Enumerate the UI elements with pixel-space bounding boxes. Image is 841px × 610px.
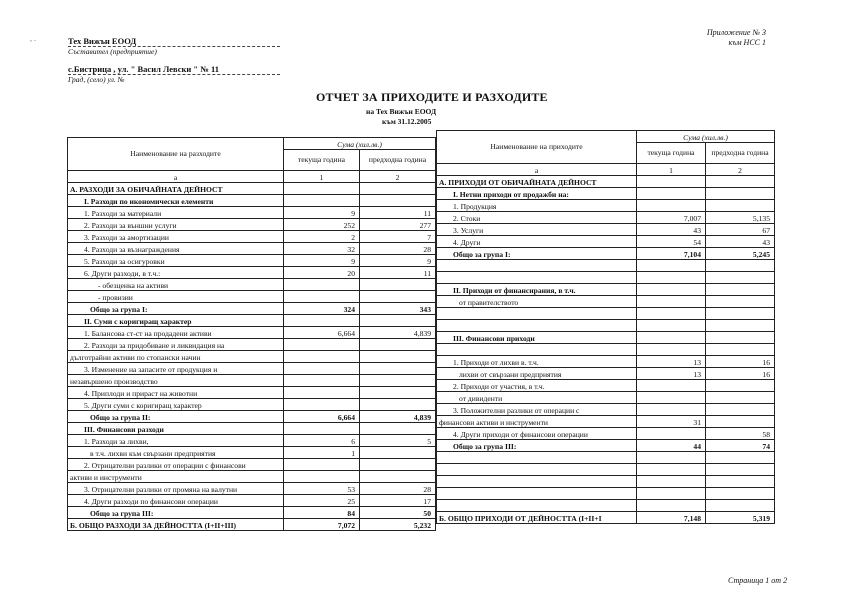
expenses-index-1: 1 [284,171,360,183]
income-row-name: III. Финансови приходи [437,332,637,344]
expenses-row-name: II. Суми с коригиращ характер [68,315,284,327]
income-row-name: А. ПРИХОДИ ОТ ОБИЧАЙНАТА ДЕЙНОСТ [437,176,637,188]
expenses-row [68,375,436,387]
expenses-row [68,255,436,267]
income-row-previous [706,392,775,404]
expenses-row-current: 25 [284,495,360,507]
expenses-row-name: 5. Разходи за осигуровки [68,255,284,267]
expenses-row-current: 2 [284,231,360,243]
expenses-row [68,279,436,291]
income-row-current [637,176,706,188]
income-row-name [437,500,637,512]
expenses-row-previous [360,471,436,483]
income-row-current [637,308,706,320]
income-row-previous: 74 [706,440,775,452]
expenses-row [68,447,436,459]
expenses-row-current: 252 [284,219,360,231]
income-row-previous [706,464,775,476]
income-row-current: 44 [637,440,706,452]
income-row-current: 54 [637,236,706,248]
income-row [437,380,775,392]
expenses-row-previous [360,423,436,435]
income-row-current [637,500,706,512]
income-index-row [437,164,775,176]
income-row [437,368,775,380]
expenses-row [68,291,436,303]
expenses-row-name: в т.ч. лихви към свързани предприятия [68,447,284,459]
expenses-row-current: 84 [284,507,360,519]
expenses-row-current [284,315,360,327]
income-row-previous [706,200,775,212]
income-row-name: 4. Други [437,236,637,248]
income-row-current [637,296,706,308]
expenses-row-previous [360,447,436,459]
expenses-row [68,243,436,255]
expenses-row-previous [360,363,436,375]
income-row-previous [706,476,775,488]
expenses-row [68,435,436,447]
expenses-row-current: 6,664 [284,411,360,423]
expenses-row-previous [360,387,436,399]
expenses-row [68,267,436,279]
expenses-row-name: 3. Разходи за амортизации [68,231,284,243]
income-row-current [637,200,706,212]
expenses-row-name: 2. Отрицателни разлики от операции с финансови [68,459,284,471]
expenses-row-name: 3. Отрицателни разлики от промяна на валутни [68,483,284,495]
income-row-current [637,188,706,200]
expenses-row-current: 53 [284,483,360,495]
expenses-row [68,339,436,351]
income-row-previous [706,188,775,200]
expenses-row [68,363,436,375]
expenses-row [68,459,436,471]
expenses-row-previous: 11 [360,267,436,279]
expenses-row-name: Б. ОБЩО РАЗХОДИ ЗА ДЕЙНОСТТА (I+II+III) [68,519,284,531]
expenses-row-previous: 50 [360,507,436,519]
income-row-name [437,464,637,476]
income-row-name: 1. Продукция [437,200,637,212]
income-row [437,320,775,332]
income-row-previous [706,452,775,464]
expenses-row-previous [360,375,436,387]
expenses-row [68,351,436,363]
expenses-row-previous: 11 [360,207,436,219]
expenses-row-previous [360,315,436,327]
expenses-row-previous [360,195,436,207]
expenses-row-name: 4. Разходи за възнаграждения [68,243,284,255]
income-row-name [437,476,637,488]
annex-line-1: Приложение № 3 [706,28,766,37]
income-row [437,452,775,464]
income-sum-header: Сума (хил.лв.) [637,131,775,143]
income-index-a: а [437,164,637,176]
expenses-row-name: 4. Други разходи по финансови операции [68,495,284,507]
expenses-row [68,231,436,243]
report-subtitle-date: към 31.12.2005 [382,117,432,126]
income-row-current [637,284,706,296]
income-row [437,284,775,296]
expenses-row-name: А. РАЗХОДИ ЗА ОБИЧАЙНАТА ДЕЙНОСТ [68,183,284,195]
expenses-row-previous [360,399,436,411]
income-row [437,200,775,212]
income-row-previous: 5,135 [706,212,775,224]
expenses-row-name: Общо за група III: [68,507,284,519]
expenses-name-header: Наименование на разходите [68,138,284,171]
income-row-name: 3. Услуги [437,224,637,236]
income-row-previous [706,404,775,416]
income-row-current [637,488,706,500]
income-row-name: II. Приходи от финансирания, в т.ч. [437,284,637,296]
income-row-name [437,488,637,500]
income-row-previous [706,416,775,428]
company-name: Тех Вижън ЕООД [68,36,280,47]
income-row-previous [706,332,775,344]
expenses-row [68,411,436,423]
income-row-previous: 16 [706,368,775,380]
expenses-row-current: 32 [284,243,360,255]
expenses-row-name: - обезценка на активи [68,279,284,291]
income-row [437,176,775,188]
income-row-name [437,344,637,356]
income-row [437,440,775,452]
income-row-name: лихви от свързани предприятия [437,368,637,380]
expenses-header-row-1 [68,138,436,150]
expenses-row-name: незавършено производство [68,375,284,387]
income-row-name: Б. ОБЩО ПРИХОДИ ОТ ДЕЙНОСТТА (I+II+I [437,512,637,524]
expenses-row-current [284,387,360,399]
income-row-current [637,404,706,416]
expenses-row-current [284,183,360,195]
expenses-row-previous: 28 [360,483,436,495]
income-row-current [637,272,706,284]
expenses-row-name: 1. Балансова ст-ст на продадени активи [68,327,284,339]
expenses-row-previous: 7 [360,231,436,243]
expenses-row-current [284,423,360,435]
expenses-row-current [284,351,360,363]
expenses-row-previous [360,291,436,303]
expenses-row-name: 1. Разходи за материали [68,207,284,219]
annex-line-2: към НСС 1 [728,38,766,47]
income-row-current [637,464,706,476]
expenses-row-name: дълготрайни активи по стопански начин [68,351,284,363]
expenses-row [68,195,436,207]
company-address: с.Бистрица , ул. " Васил Левски " № 11 [68,64,280,75]
income-row [437,260,775,272]
income-row-name: финансови активи и инструменти [437,416,637,428]
expenses-row-previous [360,351,436,363]
expenses-row-name: активи и инструменти [68,471,284,483]
income-current-year-header: текуща година [637,143,706,164]
expenses-row-previous: 4,839 [360,327,436,339]
expenses-row-current [284,291,360,303]
expenses-row-name: 6. Други разходи, в т.ч.: [68,267,284,279]
income-row [437,344,775,356]
expenses-row-current [284,471,360,483]
expenses-row-current: 6,664 [284,327,360,339]
income-row-name: 2. Стоки [437,212,637,224]
expenses-row-previous: 28 [360,243,436,255]
income-row [437,392,775,404]
expenses-row-name: III. Финансови разходи [68,423,284,435]
annex-reference [640,28,766,48]
income-row-current [637,332,706,344]
income-row [437,272,775,284]
expenses-row-current: 9 [284,207,360,219]
income-row-current: 13 [637,368,706,380]
income-row-previous [706,320,775,332]
scan-mark: , . [30,34,36,43]
expenses-row-current [284,339,360,351]
page-number: Страница 1 от 2 [728,576,788,585]
expenses-row [68,495,436,507]
income-row-previous [706,500,775,512]
expenses-row-current: 6 [284,435,360,447]
expenses-row [68,207,436,219]
expenses-row [68,399,436,411]
income-index-2: 2 [706,164,775,176]
income-row-name [437,308,637,320]
income-row-name [437,260,637,272]
income-row-previous [706,344,775,356]
income-row-name: 1. Приходи от лихви в. т.ч. [437,356,637,368]
expenses-row-previous [360,459,436,471]
income-row [437,248,775,260]
expenses-row-current [284,195,360,207]
income-row-name [437,320,637,332]
expenses-table [67,137,436,531]
income-row-previous [706,176,775,188]
expenses-row [68,219,436,231]
income-row [437,296,775,308]
income-row [437,224,775,236]
income-row-name: Общо за група III: [437,440,637,452]
income-row-previous [706,308,775,320]
expenses-row [68,471,436,483]
income-row-previous [706,380,775,392]
expenses-row [68,387,436,399]
expenses-row-name: 2. Разходи за придобиване и ликвидация на [68,339,284,351]
compiler-label: Съставител (предприятие) [68,47,157,56]
expenses-row [68,303,436,315]
income-row [437,308,775,320]
income-row [437,512,775,524]
income-row [437,236,775,248]
income-row-previous [706,296,775,308]
income-row [437,416,775,428]
expenses-row-previous: 5,232 [360,519,436,531]
expenses-row-previous [360,279,436,291]
income-row [437,332,775,344]
expenses-row [68,327,436,339]
expenses-sum-header: Сума (хил.лв.) [284,138,436,150]
income-row-name: 4. Други приходи от финансови операции [437,428,637,440]
income-row-current [637,380,706,392]
expenses-row-current: 7,072 [284,519,360,531]
income-row-current [637,452,706,464]
income-row-current: 7,148 [637,512,706,524]
income-row [437,356,775,368]
income-row-previous: 58 [706,428,775,440]
income-row-current [637,320,706,332]
expenses-row-previous: 343 [360,303,436,315]
income-row-current [637,476,706,488]
income-row-previous [706,284,775,296]
expenses-row-name: Общо за група I: [68,303,284,315]
expenses-row [68,507,436,519]
income-row [437,500,775,512]
expenses-row [68,483,436,495]
expenses-row-previous: 4,839 [360,411,436,423]
expenses-row-name: 4. Приплоди и прираст на животни [68,387,284,399]
income-row-previous [706,488,775,500]
expenses-row-current [284,375,360,387]
income-row-current: 13 [637,356,706,368]
income-row-previous: 5,319 [706,512,775,524]
income-row-current [637,392,706,404]
expenses-row-current: 324 [284,303,360,315]
income-row-current [637,260,706,272]
expenses-row-previous [360,339,436,351]
expenses-row-name: 3. Изменение на запасите от продукция и [68,363,284,375]
income-row [437,476,775,488]
income-previous-year-header: предходна година [706,143,775,164]
expenses-index-2: 2 [360,171,436,183]
income-row-current: 43 [637,224,706,236]
expenses-row-name: - провизии [68,291,284,303]
expenses-row [68,315,436,327]
income-row [437,404,775,416]
expenses-row-current: 1 [284,447,360,459]
expenses-row-name: 2. Разходи за външни услуги [68,219,284,231]
expenses-row-name: I. Разходи по икономически елементи [68,195,284,207]
expenses-row-current [284,363,360,375]
expenses-row-name: 5. Други суми с коригиращ характер [68,399,284,411]
income-row-name [437,272,637,284]
income-row-name [437,452,637,464]
expenses-row-previous: 17 [360,495,436,507]
expenses-row [68,423,436,435]
expenses-row-previous: 5 [360,435,436,447]
income-row [437,464,775,476]
income-row-current [637,428,706,440]
expenses-row-name: 1. Разходи за лихви, [68,435,284,447]
expenses-row-previous: 9 [360,255,436,267]
expenses-index-row [68,171,436,183]
income-row [437,488,775,500]
income-row-previous: 67 [706,224,775,236]
income-row-name: от правителството [437,296,637,308]
expenses-row [68,519,436,531]
income-row-current: 31 [637,416,706,428]
city-label: Град, (село) ул. № [68,75,125,84]
income-name-header: Наименование на приходите [437,131,637,164]
income-row-previous [706,272,775,284]
income-row [437,212,775,224]
expenses-row-current: 20 [284,267,360,279]
expenses-row-name: Общо за група II: [68,411,284,423]
income-row-name: 2. Приходи от участия, в т.ч. [437,380,637,392]
expenses-previous-year-header: предходна година [360,150,436,171]
income-row-previous: 5,245 [706,248,775,260]
report-title: ОТЧЕТ ЗА ПРИХОДИТЕ И РАЗХОДИТЕ [316,90,548,104]
income-row-previous [706,260,775,272]
income-row-previous: 16 [706,356,775,368]
expenses-index-a: а [68,171,284,183]
expenses-current-year-header: текуща година [284,150,360,171]
income-row [437,428,775,440]
income-row-current: 7,104 [637,248,706,260]
income-index-1: 1 [637,164,706,176]
income-row-current: 7,007 [637,212,706,224]
expenses-row-current: 9 [284,255,360,267]
expenses-row [68,183,436,195]
income-row-name: от дивиденти [437,392,637,404]
expenses-row-current [284,279,360,291]
expenses-row-previous: 277 [360,219,436,231]
income-table [436,130,775,524]
expenses-row-current [284,399,360,411]
income-header-row-1 [437,131,775,143]
income-row-name: 3. Положителни разлики от операции с [437,404,637,416]
income-row-current [637,344,706,356]
income-row-name: I. Нетни приходи от продажби на: [437,188,637,200]
expenses-row-current [284,459,360,471]
income-row [437,188,775,200]
report-subtitle-company: на Тех Вижън ЕООД [366,107,437,116]
income-row-previous: 43 [706,236,775,248]
expenses-row-previous [360,183,436,195]
income-row-name: Общо за група I: [437,248,637,260]
